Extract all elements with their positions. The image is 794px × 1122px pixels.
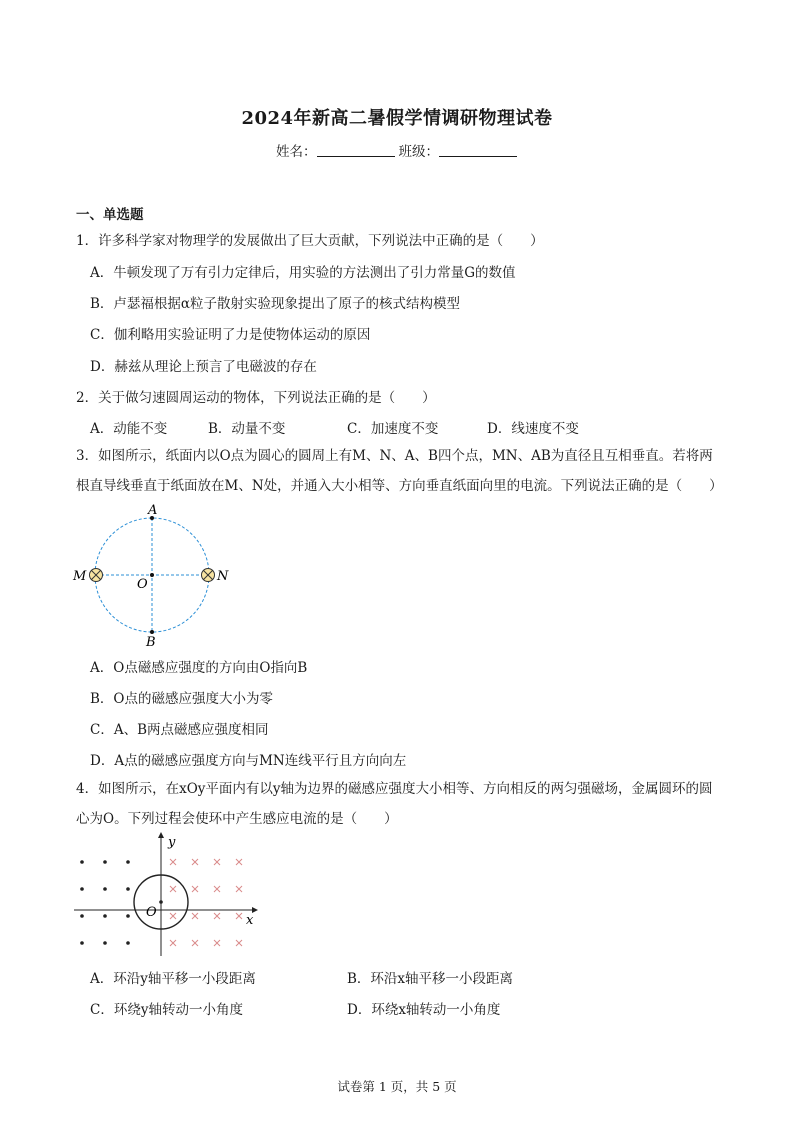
field-dot [103, 914, 107, 918]
field-cross [236, 886, 242, 892]
label-x: x [246, 913, 254, 928]
field-dot [103, 887, 107, 891]
question-4-option-b: B．环沿x轴平移一小段距离 [347, 971, 514, 987]
label-y: y [168, 835, 176, 850]
field-cross [192, 886, 198, 892]
wire-n-icon [202, 569, 215, 582]
label-b: B [146, 635, 156, 650]
name-label: 姓名： [276, 144, 317, 160]
label-m: M [73, 569, 87, 584]
field-cross [214, 913, 220, 919]
class-blank [439, 144, 517, 157]
wire-m-icon [90, 569, 103, 582]
field-cross [170, 859, 176, 865]
field-cross [214, 859, 220, 865]
question-1-option-a: A．牛顿发现了万有引力定律后，用实验的方法测出了引力常量G的数值 [90, 265, 516, 281]
question-1-option-c: C．伽利略用实验证明了力是使物体运动的原因 [90, 327, 371, 343]
page-footer: 试卷第 1 页，共 5 页 [337, 1079, 457, 1094]
question-1-stem: 1．许多科学家对物理学的发展做出了巨大贡献，下列说法中正确的是（ ） [76, 233, 544, 249]
field-cross [170, 886, 176, 892]
question-2-option-d: D．线速度不变 [487, 421, 579, 437]
field-cross [192, 940, 198, 946]
field-dot [80, 941, 84, 945]
label-a: A [148, 503, 158, 518]
field-dot [80, 860, 84, 864]
label-o: O [146, 905, 157, 920]
field-dot [103, 941, 107, 945]
field-cross [236, 940, 242, 946]
question-4-stem: 4．如图所示，在xOy平面内有以y轴为边界的磁感应强度大小相等、方向相反的两匀强磁场，金属圆环的圆心为O。下列过程会使环中产生感应电流的是（ ） [76, 781, 713, 827]
label-n: N [217, 569, 229, 584]
field-cross [214, 940, 220, 946]
name-class-row [276, 140, 521, 160]
question-2-option-b: B．动量不变 [208, 421, 286, 437]
field-out-dots [80, 860, 130, 945]
question-3-stem: 3．如图所示，纸面内以O点为圆心的圆周上有M、N、A、B四个点，MN、AB为直径且互相垂直。若将两根直导线垂直于纸面放在M、N处，并通入大小相等、方向垂直纸面向里的电流。下列说法正确的是（ ） [76, 448, 723, 494]
field-cross [170, 913, 176, 919]
question-2-stem: 2．关于做匀速圆周运动的物体，下列说法正确的是（ ） [76, 390, 436, 406]
page-title: 2024年新高二暑假学情调研物理试卷 [241, 108, 553, 129]
question-2-option-c: C．加速度不变 [347, 421, 439, 437]
field-cross [192, 859, 198, 865]
question-1-option-d: D．赫兹从理论上预言了电磁波的存在 [90, 359, 317, 375]
question-3-option-b: B．O点的磁感应强度大小为零 [90, 691, 273, 707]
field-cross [170, 940, 176, 946]
question-3-option-c: C．A、B两点磁感应强度相同 [90, 722, 269, 738]
question-4-option-a: A．环沿y轴平移一小段距离 [90, 971, 256, 987]
field-cross [236, 859, 242, 865]
field-dot [126, 860, 130, 864]
question-3-option-d: D．A点的磁感应强度方向与MN连线平行且方向向左 [90, 753, 407, 769]
field-dot [126, 887, 130, 891]
name-blank [317, 144, 395, 157]
section-heading: 一、单选题 [76, 207, 144, 223]
question-4-option-c: C．环绕y轴转动一小角度 [90, 1002, 243, 1018]
question-3-option-a: A．O点磁感应强度的方向由O指向B [90, 660, 308, 676]
question-4-option-d: D．环绕x轴转动一小角度 [347, 1002, 501, 1018]
field-cross [192, 913, 198, 919]
question-1-option-b: B．卢瑟福根据α粒子散射实验现象提出了原子的核式结构模型 [90, 296, 461, 312]
field-dot [103, 860, 107, 864]
field-dot [126, 914, 130, 918]
figure-circle-wires [60, 500, 250, 650]
class-label: 班级： [398, 144, 439, 160]
figure-magnetic-field [66, 830, 266, 960]
point-o [150, 573, 154, 577]
label-o: O [137, 577, 148, 592]
field-dot [80, 914, 84, 918]
field-in-crosses [170, 859, 242, 946]
field-cross [214, 886, 220, 892]
field-cross [236, 913, 242, 919]
ring-center [159, 900, 163, 904]
question-2-option-a: A．动能不变 [90, 421, 168, 437]
field-dot [126, 941, 130, 945]
y-axis-arrow-icon [158, 832, 164, 838]
field-dot [80, 887, 84, 891]
point-b [150, 630, 154, 634]
